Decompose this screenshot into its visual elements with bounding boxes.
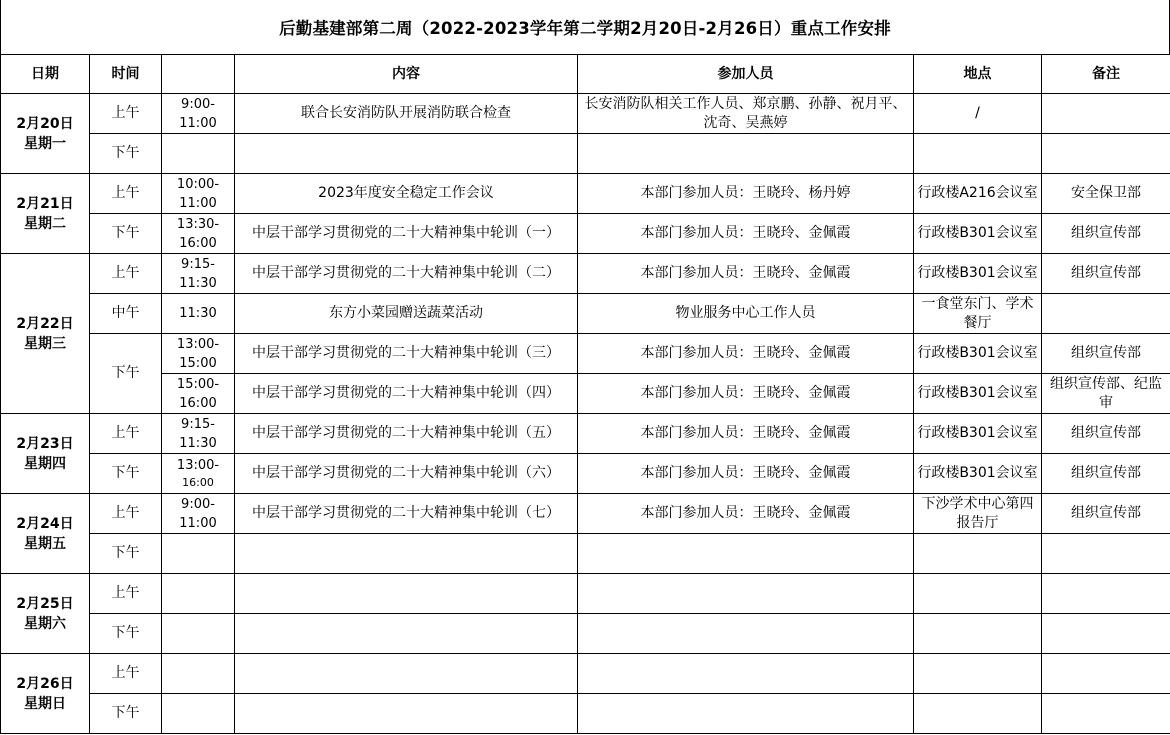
time-end: 11:30 bbox=[179, 275, 217, 291]
time-cell[interactable]: 11:30 bbox=[162, 294, 235, 334]
date-cell[interactable] bbox=[1, 254, 90, 414]
content-cell[interactable]: 中层干部学习贯彻党的二十大精神集中轮训（四） bbox=[235, 374, 578, 414]
table-row bbox=[1, 374, 1170, 414]
content-cell[interactable]: 中层干部学习贯彻党的二十大精神集中轮训（二） bbox=[235, 254, 578, 294]
table-row bbox=[1, 694, 1170, 734]
period-cell[interactable]: 上午 bbox=[90, 574, 162, 614]
content-cell[interactable] bbox=[235, 654, 578, 694]
time-cell[interactable] bbox=[162, 174, 235, 214]
content-cell[interactable]: 中层干部学习贯彻党的二十大精神集中轮训（三） bbox=[235, 334, 578, 374]
time-cell[interactable] bbox=[162, 374, 235, 414]
time-start: 13:00- bbox=[176, 458, 220, 473]
location-cell[interactable]: 行政楼B301会议室 bbox=[914, 334, 1042, 374]
remark-cell[interactable] bbox=[1042, 574, 1170, 614]
time-end: 16:00 bbox=[179, 395, 217, 411]
time-end: 11:00 bbox=[179, 515, 217, 531]
location-cell[interactable]: 下沙学术中心第四报告厅 bbox=[914, 494, 1042, 534]
sheet-title: 后勤基建部第二周（2022-2023学年第二学期2月20日-2月26日）重点工作安排 bbox=[0, 0, 1170, 54]
date-label: 2月22日 bbox=[16, 315, 74, 332]
weekday-label: 星期四 bbox=[24, 455, 66, 472]
table-row bbox=[1, 334, 1170, 374]
people-cell[interactable]: 长安消防队相关工作人员、郑京鹏、孙静、祝月平、沈奇、吴燕婷 bbox=[578, 94, 914, 134]
header-people[interactable]: 参加人员 bbox=[578, 55, 914, 94]
content-cell[interactable] bbox=[235, 694, 578, 734]
time-start: 10:00- bbox=[176, 176, 220, 192]
content-cell[interactable]: 中层干部学习贯彻党的二十大精神集中轮训（七） bbox=[235, 494, 578, 534]
content-cell[interactable] bbox=[235, 614, 578, 654]
people-cell[interactable]: 本部门参加人员：王晓玲、金佩霞 bbox=[578, 454, 914, 494]
time-end: 11:30 bbox=[179, 435, 217, 451]
content-cell[interactable] bbox=[235, 534, 578, 574]
table-row bbox=[1, 134, 1170, 174]
table-row bbox=[1, 294, 1170, 334]
people-cell[interactable] bbox=[578, 574, 914, 614]
time-end: 15:00 bbox=[179, 355, 217, 371]
people-cell[interactable]: 物业服务中心工作人员 bbox=[578, 294, 914, 334]
time-cell[interactable] bbox=[162, 494, 235, 534]
content-cell[interactable]: 中层干部学习贯彻党的二十大精神集中轮训（六） bbox=[235, 454, 578, 494]
time-start: 13:00- bbox=[176, 336, 220, 352]
time-cell[interactable] bbox=[162, 334, 235, 374]
time-cell[interactable] bbox=[162, 574, 235, 614]
date-cell[interactable] bbox=[1, 174, 90, 254]
weekday-label: 星期五 bbox=[24, 535, 66, 552]
time-cell[interactable] bbox=[162, 134, 235, 174]
table-row bbox=[1, 254, 1170, 294]
header-time[interactable] bbox=[162, 55, 235, 94]
location-cell[interactable] bbox=[914, 614, 1042, 654]
content-cell[interactable]: 中层干部学习贯彻党的二十大精神集中轮训（五） bbox=[235, 414, 578, 454]
content-cell[interactable] bbox=[235, 134, 578, 174]
people-cell[interactable]: 本部门参加人员：王晓玲、金佩霞 bbox=[578, 414, 914, 454]
period-cell[interactable]: 下午 bbox=[90, 694, 162, 734]
date-cell[interactable] bbox=[1, 494, 90, 574]
location-cell[interactable] bbox=[914, 694, 1042, 734]
remark-cell[interactable]: 组织宣传部 bbox=[1042, 254, 1170, 294]
location-cell[interactable]: 行政楼B301会议室 bbox=[914, 254, 1042, 294]
remark-cell[interactable]: 安全保卫部 bbox=[1042, 174, 1170, 214]
location-cell[interactable]: 行政楼B301会议室 bbox=[914, 414, 1042, 454]
time-start: 9:15- bbox=[181, 416, 215, 432]
weekday-label: 星期二 bbox=[24, 215, 66, 232]
table-row bbox=[1, 174, 1170, 214]
time-end: 16:00 bbox=[179, 235, 217, 251]
location-cell[interactable]: 行政楼B301会议室 bbox=[914, 454, 1042, 494]
remark-cell[interactable] bbox=[1042, 134, 1170, 174]
people-cell[interactable] bbox=[578, 654, 914, 694]
table-row bbox=[1, 534, 1170, 574]
remark-cell[interactable]: 组织宣传部 bbox=[1042, 214, 1170, 254]
time-cell[interactable] bbox=[162, 654, 235, 694]
people-cell[interactable]: 本部门参加人员：王晓玲、金佩霞 bbox=[578, 494, 914, 534]
header-row bbox=[1, 55, 1170, 94]
table-row bbox=[1, 414, 1170, 454]
header-location[interactable]: 地点 bbox=[914, 55, 1042, 94]
date-cell[interactable] bbox=[1, 414, 90, 494]
date-cell[interactable] bbox=[1, 574, 90, 654]
date-label: 2月21日 bbox=[16, 195, 74, 212]
date-cell[interactable] bbox=[1, 654, 90, 734]
people-cell[interactable]: 本部门参加人员：王晓玲、金佩霞 bbox=[578, 254, 914, 294]
people-cell[interactable] bbox=[578, 134, 914, 174]
remark-cell[interactable] bbox=[1042, 694, 1170, 734]
people-cell[interactable]: 本部门参加人员：王晓玲、杨丹婷 bbox=[578, 174, 914, 214]
people-cell[interactable] bbox=[578, 614, 914, 654]
time-cell[interactable] bbox=[162, 614, 235, 654]
content-cell[interactable] bbox=[235, 574, 578, 614]
remark-cell[interactable] bbox=[1042, 654, 1170, 694]
date-label: 2月25日 bbox=[16, 595, 74, 612]
time-cell[interactable] bbox=[162, 414, 235, 454]
content-cell[interactable]: 中层干部学习贯彻党的二十大精神集中轮训（一） bbox=[235, 214, 578, 254]
time-start: 15:00- bbox=[176, 376, 220, 392]
date-label: 2月24日 bbox=[16, 515, 74, 532]
remark-cell[interactable]: 组织宣传部 bbox=[1042, 414, 1170, 454]
date-label: 2月23日 bbox=[16, 435, 74, 452]
location-cell[interactable]: 行政楼B301会议室 bbox=[914, 214, 1042, 254]
remark-cell[interactable] bbox=[1042, 94, 1170, 134]
time-cell[interactable] bbox=[162, 214, 235, 254]
location-cell[interactable]: / bbox=[914, 94, 1042, 134]
remark-cell[interactable] bbox=[1042, 534, 1170, 574]
location-cell[interactable] bbox=[914, 654, 1042, 694]
header-date[interactable]: 日期 bbox=[1, 55, 90, 94]
header-period[interactable]: 时间 bbox=[90, 55, 162, 94]
period-cell[interactable]: 下午 bbox=[90, 134, 162, 174]
schedule-table bbox=[0, 54, 1170, 734]
time-start: 9:00- bbox=[181, 496, 215, 512]
time-cell[interactable] bbox=[162, 94, 235, 134]
content-cell[interactable]: 联合长安消防队开展消防联合检查 bbox=[235, 94, 578, 134]
location-cell[interactable]: 行政楼A216会议室 bbox=[914, 174, 1042, 214]
location-cell[interactable]: 行政楼B301会议室 bbox=[914, 374, 1042, 414]
content-cell[interactable]: 2023年度安全稳定工作会议 bbox=[235, 174, 578, 214]
location-cell[interactable]: 一食堂东门、学术餐厅 bbox=[914, 294, 1042, 334]
period-cell[interactable]: 下午 bbox=[90, 534, 162, 574]
time-cell[interactable] bbox=[162, 254, 235, 294]
people-cell[interactable]: 本部门参加人员：王晓玲、金佩霞 bbox=[578, 374, 914, 414]
time-end: 11:00 bbox=[179, 195, 217, 211]
time-start: 13:30- bbox=[176, 216, 220, 232]
time-cell[interactable] bbox=[162, 694, 235, 734]
time-end: 11:00 bbox=[179, 115, 217, 131]
location-cell[interactable] bbox=[914, 534, 1042, 574]
remark-cell[interactable]: 组织宣传部 bbox=[1042, 494, 1170, 534]
period-cell[interactable]: 上午 bbox=[90, 174, 162, 214]
period-cell[interactable]: 下午 bbox=[90, 334, 162, 414]
people-cell[interactable] bbox=[578, 694, 914, 734]
table-row bbox=[1, 494, 1170, 534]
time-start: 9:00- bbox=[181, 96, 215, 112]
location-cell[interactable] bbox=[914, 134, 1042, 174]
remark-cell[interactable]: 组织宣传部 bbox=[1042, 334, 1170, 374]
date-label: 2月26日 bbox=[16, 675, 74, 692]
remark-cell[interactable] bbox=[1042, 614, 1170, 654]
period-cell[interactable]: 下午 bbox=[90, 454, 162, 494]
table-row bbox=[1, 654, 1170, 694]
weekday-label: 星期三 bbox=[24, 335, 66, 352]
period-cell[interactable]: 下午 bbox=[90, 614, 162, 654]
table-row bbox=[1, 94, 1170, 134]
location-cell[interactable] bbox=[914, 574, 1042, 614]
time-cell[interactable] bbox=[162, 454, 235, 494]
period-cell[interactable]: 上午 bbox=[90, 494, 162, 534]
people-cell[interactable]: 本部门参加人员：王晓玲、金佩霞 bbox=[578, 334, 914, 374]
table-row bbox=[1, 214, 1170, 254]
table-row bbox=[1, 614, 1170, 654]
weekday-label: 星期日 bbox=[24, 695, 66, 712]
date-cell[interactable] bbox=[1, 94, 90, 174]
people-cell[interactable] bbox=[578, 534, 914, 574]
remark-cell[interactable]: 组织宣传部 bbox=[1042, 454, 1170, 494]
time-cell[interactable] bbox=[162, 534, 235, 574]
weekday-label: 星期六 bbox=[24, 615, 66, 632]
table-row bbox=[1, 574, 1170, 614]
date-label: 2月20日 bbox=[16, 115, 74, 132]
content-cell[interactable]: 东方小菜园赠送蔬菜活动 bbox=[235, 294, 578, 334]
period-cell[interactable]: 上午 bbox=[90, 94, 162, 134]
table-row bbox=[1, 454, 1170, 494]
period-cell[interactable]: 下午 bbox=[90, 214, 162, 254]
period-cell[interactable]: 上午 bbox=[90, 254, 162, 294]
weekday-label: 星期一 bbox=[24, 135, 66, 152]
header-content[interactable]: 内容 bbox=[235, 55, 578, 94]
period-cell[interactable]: 上午 bbox=[90, 654, 162, 694]
period-cell[interactable]: 上午 bbox=[90, 414, 162, 454]
remark-cell[interactable] bbox=[1042, 294, 1170, 334]
people-cell[interactable]: 本部门参加人员：王晓玲、金佩霞 bbox=[578, 214, 914, 254]
remark-cell[interactable]: 组织宣传部、纪监审 bbox=[1042, 374, 1170, 414]
time-start: 9:15- bbox=[181, 256, 215, 272]
period-cell[interactable]: 中午 bbox=[90, 294, 162, 334]
header-remark[interactable]: 备注 bbox=[1042, 55, 1170, 94]
time-end: 16:00 bbox=[182, 476, 214, 489]
